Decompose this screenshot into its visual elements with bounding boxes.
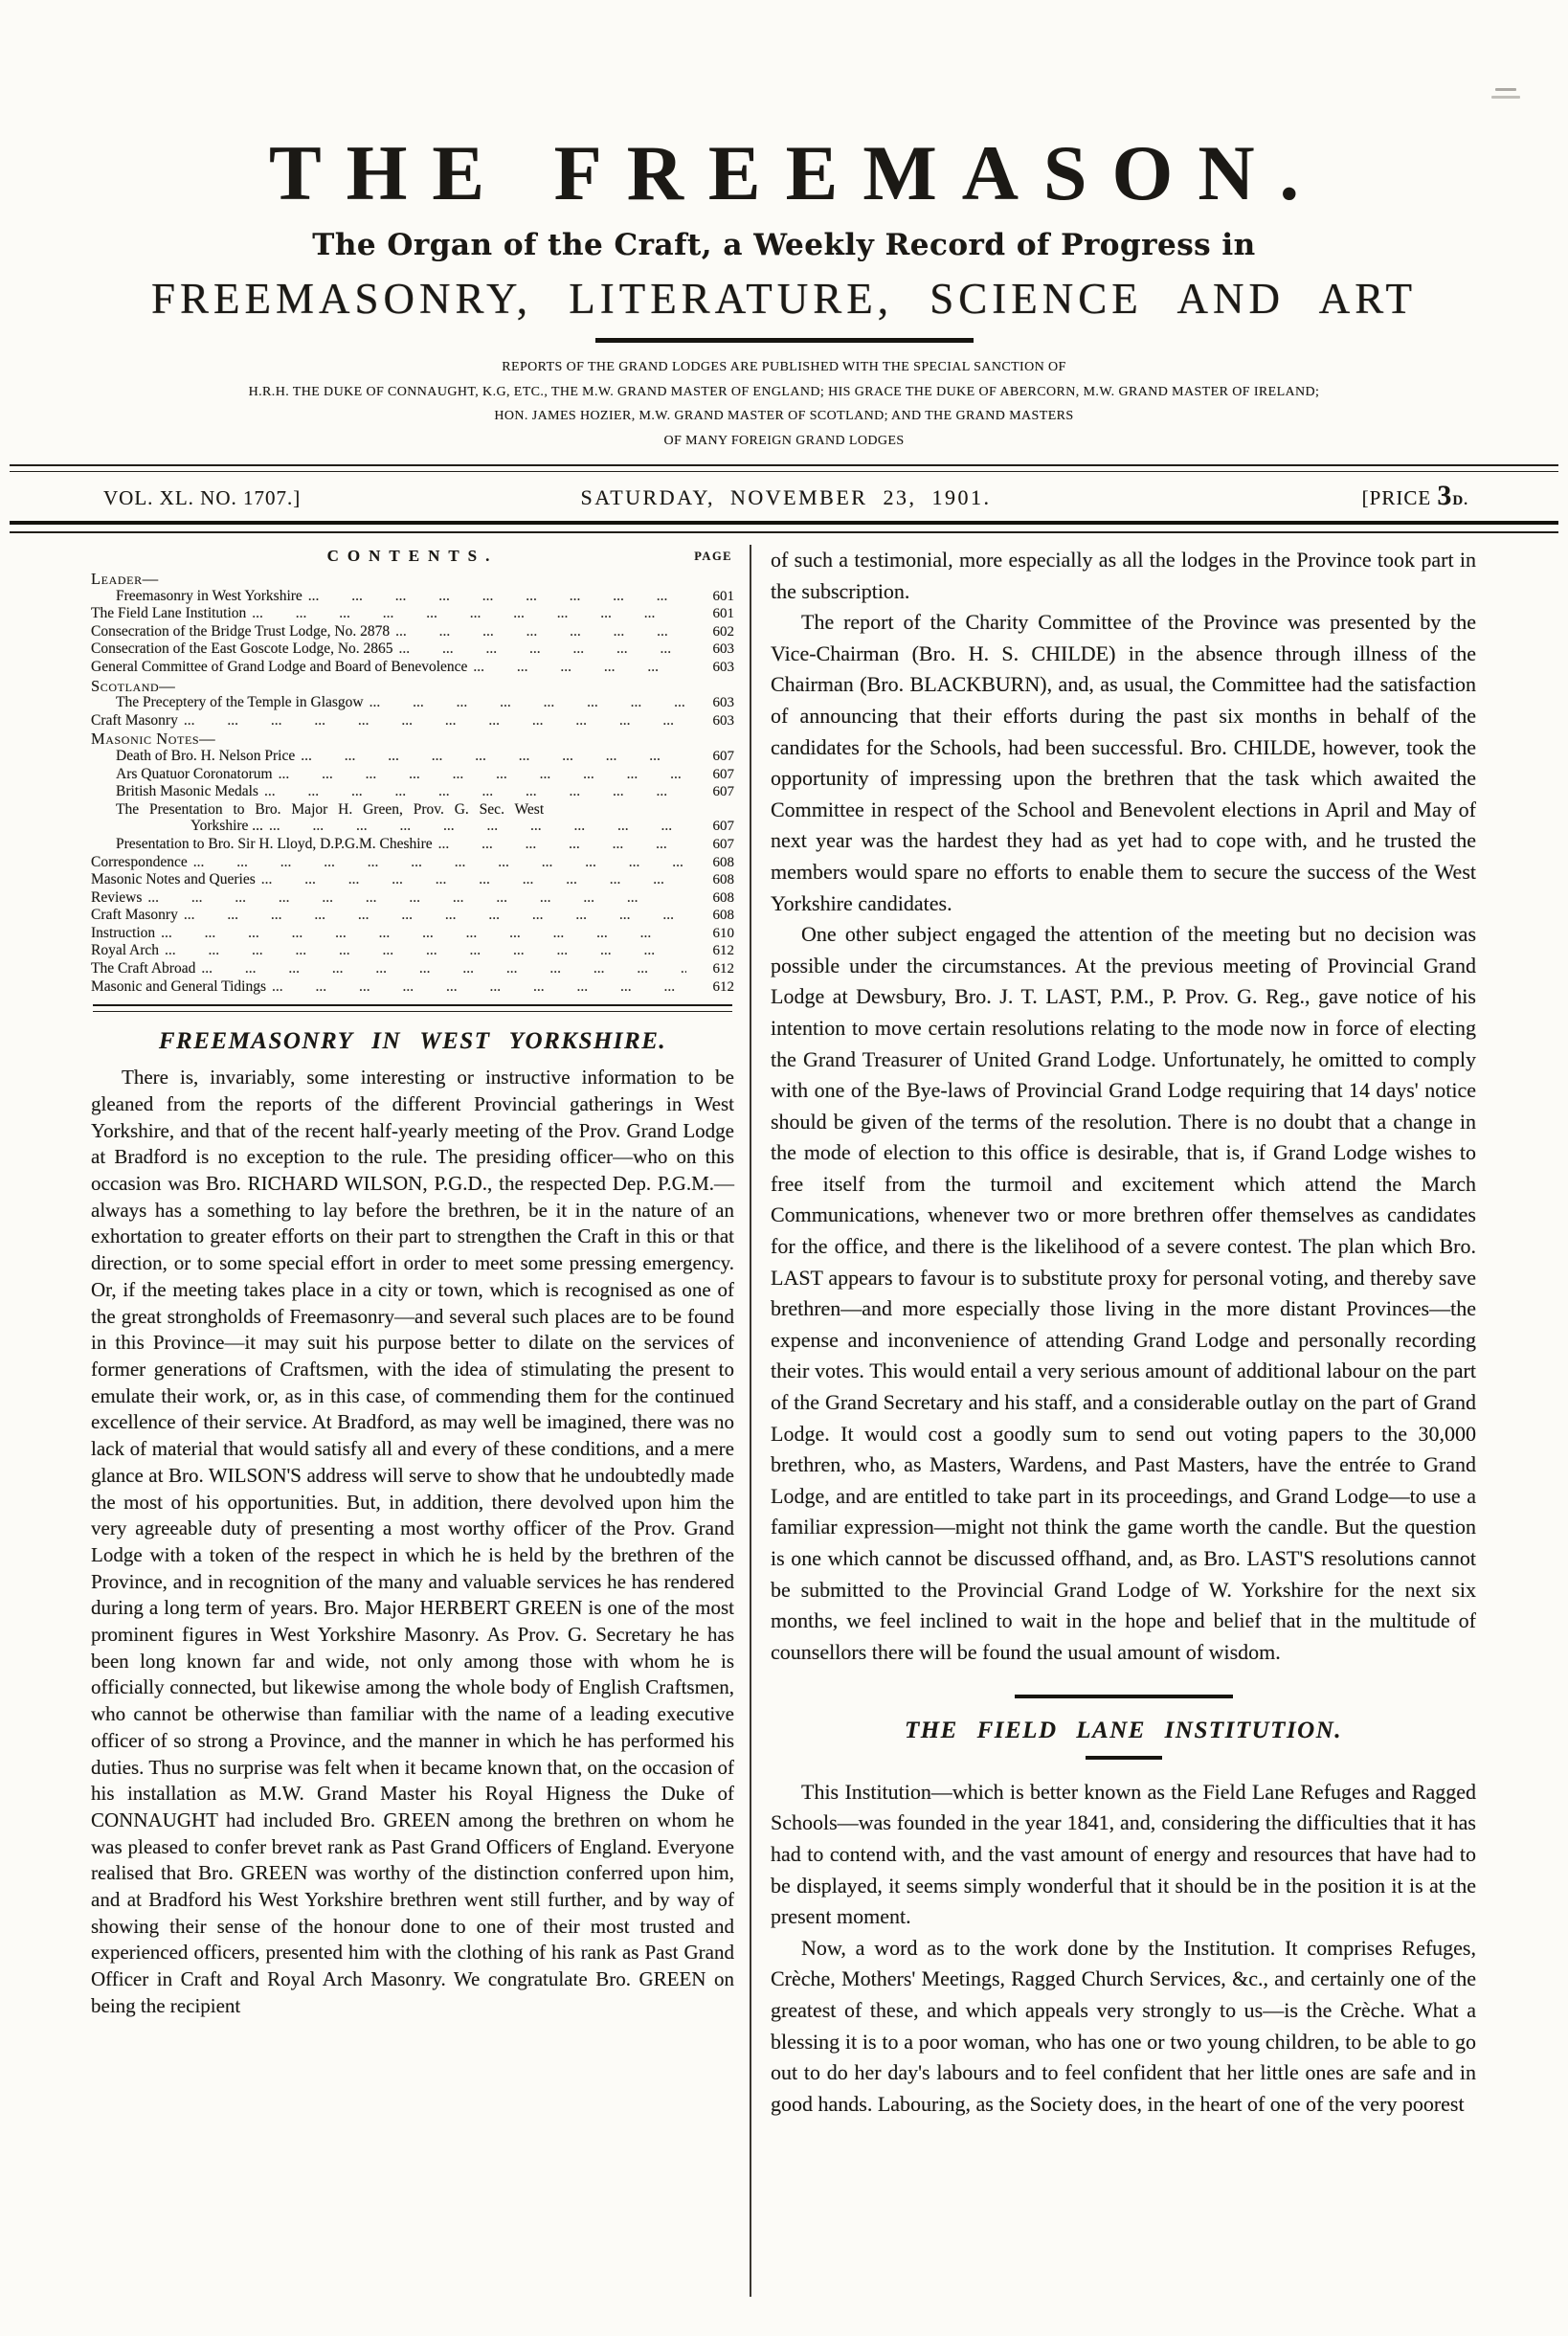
paper-title: THE FREEMASON.	[268, 129, 1325, 216]
contents-item-page: 610	[712, 925, 734, 941]
contents-item-page: 607	[712, 766, 734, 782]
contents-row	[91, 801, 734, 819]
dot-leader	[264, 783, 686, 800]
dot-leader	[261, 871, 686, 888]
dot-leader	[301, 748, 686, 765]
issue-date: SATURDAY, NOVEMBER 23, 1901.	[580, 485, 992, 509]
contents-row	[91, 960, 734, 978]
sanction-line: OF MANY FOREIGN GRAND LODGES	[663, 433, 905, 448]
paper-subtitle: The Organ of the Craft, a Weekly Record of Progress in	[312, 228, 1256, 262]
scan-artifact	[1495, 88, 1516, 91]
contents-row	[91, 588, 734, 606]
contents-item-page: 612	[712, 978, 734, 995]
section-divider-rule	[1015, 1695, 1233, 1698]
paper-fields-line: FREEMASONRY, LITERATURE, SCIENCE AND ART	[150, 275, 1418, 323]
contents-row	[91, 659, 734, 677]
contents-row	[91, 640, 734, 659]
contents-item-label: Craft Masonry	[91, 907, 178, 924]
contents-item-label: Freemasonry in West Yorkshire	[116, 587, 302, 604]
contents-row	[91, 871, 734, 889]
contents-row	[91, 854, 734, 872]
contents-item-label: Masonic and General Tidings	[91, 977, 266, 995]
paragraph: This Institution—which is better known as the Field Lane Refuges and Ragged Schools—was founded in the year 1841, and, considering the difficulties that it has had to contend with, and the vast amount of energy and resources that have had to be displayed, it seems simply wonderful that it should be in the position it is at the present moment.	[771, 1779, 1476, 1929]
dot-leader	[161, 925, 686, 942]
paragraph: Now, a word as to the work done by the Institution. It comprises Refuges, Crèche, Mothers' Meetings, Ragged Church Services, &c., and certainly one of the greatest of these, and which appeals very strongly to us—is the Crèche. What a blessing it is to a poor woman, who has one or two young children, to be able to go out to do her day's labours and to feel confident that her little ones are safe and in good hands. Labouring, as the Society does, in the heart of one of the very poorest	[771, 1935, 1476, 2116]
contents-item-label: Death of Bro. H. Nelson Price	[116, 747, 296, 764]
dot-leader	[395, 623, 686, 640]
contents-row	[91, 889, 734, 908]
contents-row	[91, 571, 734, 588]
paragraph: One other subject engaged the attention of the meeting but no decision was possible under the circumstances. At the previous meeting of Provincial Grand Lodge at Dewsbury, Bro. J. T. LAST, P.M., P. Prov. G. Reg., gave notice of his intention to move certain resolutions relating to the mode now in force of electing the Grand Treasurer of United Grand Lodge. Unfortunately, he omitted to comply with one of the Bye-laws of Provincial Grand Lodge requiring that 14 days' notice should be given of the terms of the resolution. There is no doubt that a change in the mode of election to this office is desirable, that is, if Grand Lodge wishes to free itself from the turmoil and excitement which attend the March Communications, whenever two or more brethren offer themselves as candidates for the office, and there is the likelihood of a severe contest. The plan which Bro. LAST appears to favour is to substitute proxy for personal voting, and thereby save brethren—and more especially those living in the more distant Provinces—the expense and inconvenience of attending Grand Lodge and personally recording their votes. This would entail a very serious amount of additional labour on the part of the Grand Secretary and his staff, and a considerable outlay on the part of Grand Lodge. It would cost a goodly sum to send out voting papers to the 30,000 brethren, who, as Masters, Wardens, and Past Masters, have the entrée to Grand Lodge, and are entitled to take part in its proceedings, and Grand Lodge—to use a familiar expression—might not think the game worth the candle. But the question is one which cannot be discussed offhand, and, as Bro. LAST'S resolutions cannot be submitted to the Provincial Grand Lodge of W. Yorkshire for the next six months, we feel inclined to wait in the hope and belief that in the multitude of counsellors there will be found the usual amount of wisdom.	[771, 922, 1476, 1664]
dot-leader	[370, 694, 686, 711]
contents-item-label: Leader—	[91, 571, 159, 588]
contents-item-label: Ars Quatuor Coronatorum	[116, 765, 273, 782]
dot-leader	[201, 960, 686, 977]
dot-leader	[165, 942, 686, 959]
sanction-line: REPORTS OF THE GRAND LODGES ARE PUBLISHED WITH THE SPECIAL SANCTION OF	[502, 360, 1066, 374]
contents-heading: CONTENTS.	[326, 547, 499, 565]
price-suffix: D.	[1452, 493, 1469, 508]
contents-row	[91, 978, 734, 997]
dot-leader	[252, 605, 686, 622]
contents-item-label: General Committee of Grand Lodge and Board of Benevolence	[91, 658, 468, 675]
contents-item-label: British Masonic Medals	[116, 783, 258, 800]
sanction-line: H.R.H. THE DUKE OF CONNAUGHT, K.G, ETC., THE M.W. GRAND MASTER OF ENGLAND; HIS GRACE THE DUKE OF ABERCORN, M.W. GRAND MASTER OF IRELAND;	[248, 384, 1320, 399]
contents-item-label: The Preceptery of the Temple in Glasgow	[116, 694, 364, 711]
contents-rows	[91, 571, 734, 996]
contents-item-page: 608	[712, 908, 734, 924]
page-column-label: PAGE	[694, 550, 732, 563]
contents-item-page: 603	[712, 695, 734, 711]
contents-item-page: 612	[712, 961, 734, 977]
contents-item-page: 607	[712, 784, 734, 800]
contents-item-page: 608	[712, 854, 734, 870]
contents-item-label: Consecration of the Bridge Trust Lodge, No. 2878	[91, 622, 391, 640]
dot-leader	[272, 978, 686, 996]
field-lane-article	[771, 1777, 1476, 2121]
dot-leader	[184, 907, 686, 924]
sanction-block	[0, 355, 1568, 453]
left-column	[91, 545, 750, 2297]
dot-leader	[473, 659, 686, 676]
contents-row	[91, 766, 734, 784]
price-number: 3	[1437, 480, 1453, 511]
contents-row	[91, 694, 734, 712]
contents-item-page: 607	[712, 748, 734, 764]
contents-item-page: 601	[712, 588, 734, 604]
contents-item-label: Instruction	[91, 924, 156, 941]
contents-item-page: 612	[712, 943, 734, 959]
dot-leader	[269, 818, 686, 835]
dot-leader	[147, 889, 686, 907]
dot-leader	[193, 854, 686, 871]
contents-row	[91, 907, 734, 925]
contents-row	[91, 712, 734, 730]
contents-row	[91, 942, 734, 960]
article-title-west-yorkshire: FREEMASONRY IN WEST YORKSHIRE.	[158, 1028, 667, 1055]
double-rule-thick	[10, 521, 1558, 533]
contents-item-label: Scotland—	[91, 677, 176, 695]
paragraph: There is, invariably, some interesting or instructive information to be gleaned from the reports of the different Provincial gatherings in West Yorkshire, and that of the recent half-yearly meeting of the Prov. Grand Lodge at Bradford is no exception to the rule. The presiding officer—who on this occasion was Bro. RICHARD WILSON, P.G.D., the respected Dep. P.G.M.—always has a something to lay before the brethren, be it in the nature of an exhortation to greater efforts on their part to strengthen the Craft in this or that direction, or to some special effort in order to meet some pressing emergency. Or, if the meeting takes place in a city or town, which is recognised as one of the great strongholds of Freemasonry—and several such places are to be found in this Province—it may suit his purpose better to dilate on the services of former generations of Craftsmen, with the idea of stimulating the present to emulate their work, or, as in this case, of commending them for the continued excellence of their service. At Bradford, as may well be imagined, there was no lack of material that would satisfy all and every of these conditions, and a mere glance at Bro. WILSON'S address will serve to show that he undoubtedly made the most of his opportunities. But, in addition, there devolved upon him the very agreeable duty of presenting a most worthy officer of the Prov. Grand Lodge with a token of the respect in which he is held by the brethren of the Province, and in recognition of the many and valuable services he has rendered during a long term of years. Bro. Major HERBERT GREEN is one of the most prominent figures in West Yorkshire Masonry. As Prov. G. Secretary he has been long known far and wide, not only among those with whom he is officially connected, but likewise among the whole body of English Craftsmen, who cannot be otherwise than familiar with the name of a leading executive officer of so strong a Province, and the manner in which he has performed his duties. Thus no surprise was felt when it became known that, on the occasion of his installation as M.W. Grand Master his Royal Higness the Duke of CONNAUGHT had included Bro. GREEN among the brethren on whom he was pleased to confer brevet rank as Past Grand Officers of England. Everyone realised that Bro. GREEN was worthy of the distinction conferred upon him, and at Bradford his West Yorkshire brethren went still further, and by way of showing their sense of the honour done to one of their most trusted and experienced officers, presented him with the clothing of his rank as Past Grand Officer in Craft and Royal Arch Masonry. We congratulate Bro. GREEN on being the recipient	[91, 1066, 734, 2017]
sanction-line: HON. JAMES HOZIER, M.W. GRAND MASTER OF SCOTLAND; AND THE GRAND MASTERS	[494, 409, 1074, 423]
page-columns	[0, 533, 1568, 2297]
dot-leader	[438, 836, 686, 853]
contents-item-label: The Craft Abroad	[91, 960, 196, 977]
dot-leader	[184, 712, 686, 730]
contents-item-label: Correspondence	[91, 853, 188, 870]
contents-row	[91, 623, 734, 641]
contents-item-label: Presentation to Bro. Sir H. Lloyd, D.P.G.M. Cheshire	[116, 835, 433, 852]
leader-article-left	[91, 1065, 734, 2019]
contents-row	[91, 748, 734, 766]
dot-leader	[279, 766, 686, 783]
dot-leader	[399, 640, 686, 658]
contents-item-page: 607	[712, 836, 734, 852]
heading-underline-rule	[1086, 1756, 1162, 1760]
contents-item-label: Masonic Notes and Queries	[91, 871, 256, 888]
article-title-field-lane: THE FIELD LANE INSTITUTION.	[904, 1718, 1343, 1744]
paragraph: of such a testimonial, more especially as all the lodges in the Province took part in the subscription.	[771, 548, 1476, 603]
contents-item-page: 602	[712, 623, 734, 640]
contents-box	[91, 545, 734, 996]
masthead	[0, 0, 1568, 453]
contents-item-label: The Field Lane Institution	[91, 605, 247, 622]
contents-item-label: Reviews	[91, 888, 143, 906]
volume-number: VOL. XL. NO. 1707.]	[103, 486, 302, 509]
masthead-bar-rule	[595, 338, 974, 343]
contents-row	[91, 678, 734, 695]
contents-item-page: 603	[712, 659, 734, 675]
contents-item-page: 603	[712, 712, 734, 729]
contents-item-label: Royal Arch	[91, 942, 160, 959]
leader-article-continued	[771, 545, 1476, 1668]
paragraph: The report of the Charity Committee of the Province was presented by the Vice-Chairman (Bro. H. S. CHILDE) in the absence through illness of the Chairman (Bro. BLACKBURN), and, as usual, the Committee had the satisfaction of announcing that their efforts during the past six months in behalf of the candidates for the Schools, had been successful. Bro. CHILDE, however, took the opportunity of impressing upon the brethren that the task which awaited the Committee in respect of the School and Benevolent elections in April and May of next year was the hardest they had as yet had to cope with, and he trusted the members would spare no efforts to enable them to secure the success of the West Yorkshire candidates.	[771, 610, 1476, 915]
contents-item-page: 601	[712, 606, 734, 622]
contents-item-page: 603	[712, 641, 734, 658]
contents-bottom-rule	[93, 1004, 732, 1012]
contents-item-page: 608	[712, 872, 734, 888]
contents-item-label: Consecration of the East Goscote Lodge, No. 2865	[91, 640, 393, 658]
contents-item-label: Masonic Notes—	[91, 730, 216, 748]
contents-item-page: 607	[712, 819, 734, 835]
contents-item-label: The Presentation to Bro. Major H. Green, Prov. G. Sec. West	[116, 800, 545, 818]
scan-artifact	[1491, 96, 1520, 99]
contents-item-label: Yorkshire ...	[190, 818, 263, 835]
dot-leader	[308, 588, 686, 605]
contents-row	[91, 605, 734, 623]
price	[991, 480, 1468, 512]
contents-row	[91, 818, 734, 836]
contents-header	[91, 545, 734, 570]
contents-row	[91, 925, 734, 943]
double-rule-top	[10, 464, 1558, 472]
price-prefix: [PRICE	[1361, 486, 1438, 509]
dateline	[0, 472, 1568, 521]
right-column	[750, 545, 1476, 2297]
contents-row	[91, 730, 734, 748]
contents-row	[91, 783, 734, 801]
contents-item-page: 608	[712, 889, 734, 906]
contents-item-label: Craft Masonry	[91, 711, 178, 729]
contents-row	[91, 836, 734, 854]
